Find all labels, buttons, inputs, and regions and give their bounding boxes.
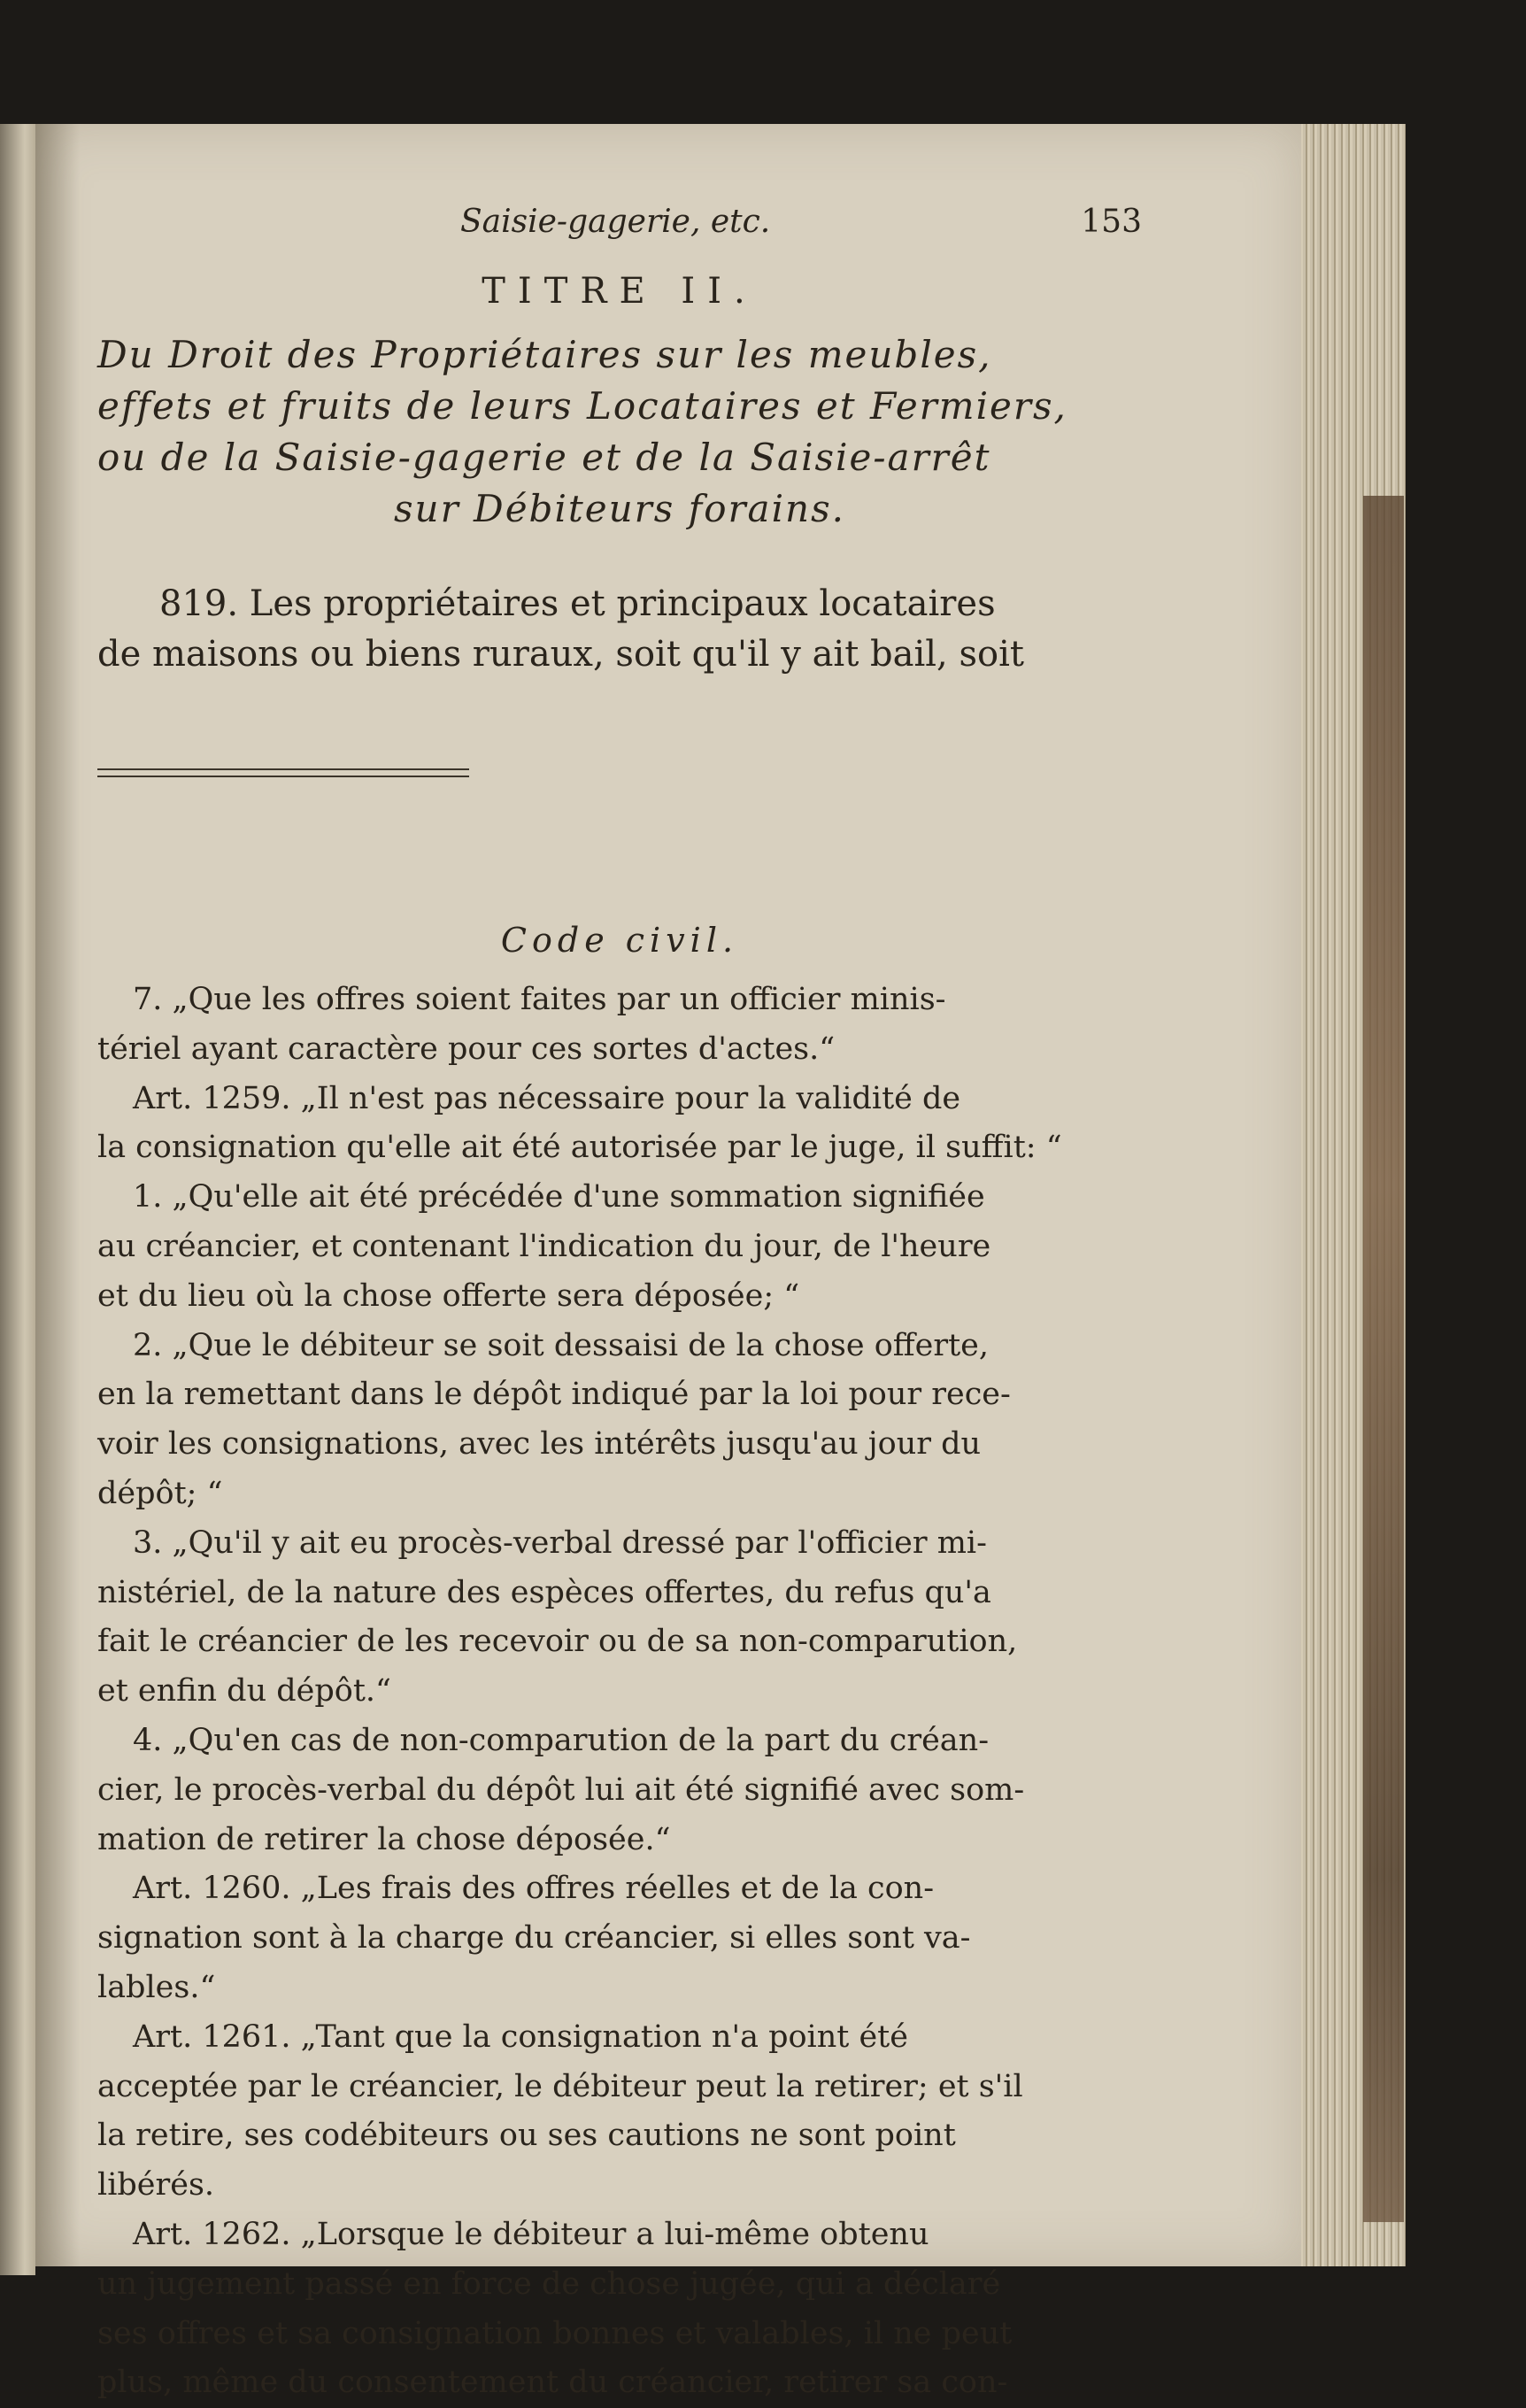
facing-page-edge [0,124,35,2275]
footnote-line: tériel ayant caractère pour ces sortes d'actes.“ [97,1030,836,1067]
footnote-line: voir les consignations, avec les intérêts jusqu'au jour du [97,1426,982,1463]
title-description-line: effets et fruits de leurs Locataires et Fermiers, [97,384,1067,428]
footnote-line: et du lieu où la chose offerte sera déposée; “ [97,1277,800,1314]
footnote-line: dépôt; “ [97,1475,223,1511]
footnote-line: 4. „Qu'en cas de non-comparution de la part du créan- [133,1722,990,1758]
footnote-line: Art. 1261. „Tant que la consignation n'a point été [133,2018,908,2055]
footnote-line: nistériel, de la nature des espèces offertes, du refus qu'a [97,1574,991,1610]
footnote-line: la consignation qu'elle ait été autorisée par le juge, il suffit: “ [97,1130,1062,1166]
title-description-line: Du Droit des Propriétaires sur les meubles, [97,333,992,376]
running-head: Saisie-gagerie, etc. [460,204,771,240]
footnote-line: cier, le procès-verbal du dépôt lui ait été signifié avec som- [97,1771,1025,1808]
footnote-line: Art. 1262. „Lorsque le débiteur a lui-même obtenu [133,2216,929,2252]
main-paragraph [97,579,1142,680]
footnote-line: fait le créancier de les recevoir ou de sa non-comparution, [97,1624,1018,1660]
footnote-lines [97,976,1142,2408]
footnote-line: 7. „Que les offres soient faites par un officier minis- [133,982,946,1017]
page-edge-foxing [1363,496,1404,2222]
title-description-line: ou de la Saisie-gagerie et de la Saisie-arrêt [97,436,991,479]
footnote-separator-rule [97,768,469,777]
paragraph-line: 819. Les propriétaires et principaux locataires [159,583,996,624]
book-page [35,124,1301,2401]
title-description [97,329,1142,535]
footnote-heading: Code civil. [500,921,739,960]
footnote-line: signation sont à la charge du créancier, si elles sont va- [97,1920,971,1956]
footnote-line: au créancier, et contenant l'indication du jour, de l'heure [97,1228,991,1264]
footnote-block [97,921,1142,2408]
footnote-line: Art. 1259. „Il n'est pas nécessaire pour la validité de [133,1080,961,1116]
gutter-shadow [35,124,80,2266]
page-header [97,204,1142,257]
footnote-line: acceptée par le créancier, le débiteur peut la retirer; et s'il [97,2068,1023,2104]
footnote-line: libérés. [97,2167,215,2203]
footnote-line: 1. „Qu'elle ait été précédée d'une sommation signifiée [133,1179,985,1216]
paragraph-line: de maisons ou biens ruraux, soit qu'il y ait bail, soit [97,634,1024,675]
footnote-line: mation de retirer la chose déposée.“ [97,1821,671,1857]
title-description-line: sur Débiteurs forains. [394,487,845,530]
footnote-line: lables.“ [97,1969,216,2005]
footnote-line: en la remettant dans le dépôt indiqué par la loi pour rece- [97,1377,1011,1413]
footnote-line: 3. „Qu'il y ait eu procès-verbal dressé par l'officier mi- [133,1524,987,1561]
page-number: 153 [1081,204,1142,240]
footnote-line: plus, même du consentement du créancier, retirer sa con- [97,2365,1008,2401]
footnote-line: ses offres et sa consignation bonnes et valables, il ne peut [97,2315,1013,2351]
footnote-line: la retire, ses codébiteurs ou ses cautions ne sont point [97,2118,956,2154]
title-label: TITRE II. [482,271,758,312]
footnote-line: 2. „Que le débiteur se soit dessaisi de la chose offerte, [133,1327,989,1363]
text-column [97,204,1142,680]
footnote-line: un jugement passé en force de chose jugée, qui a déclaré [97,2265,1001,2302]
footnote-line: Art. 1260. „Les frais des offres réelles et de la con- [133,1871,935,1907]
footnote-line: et enfin du dépôt.“ [97,1673,391,1710]
